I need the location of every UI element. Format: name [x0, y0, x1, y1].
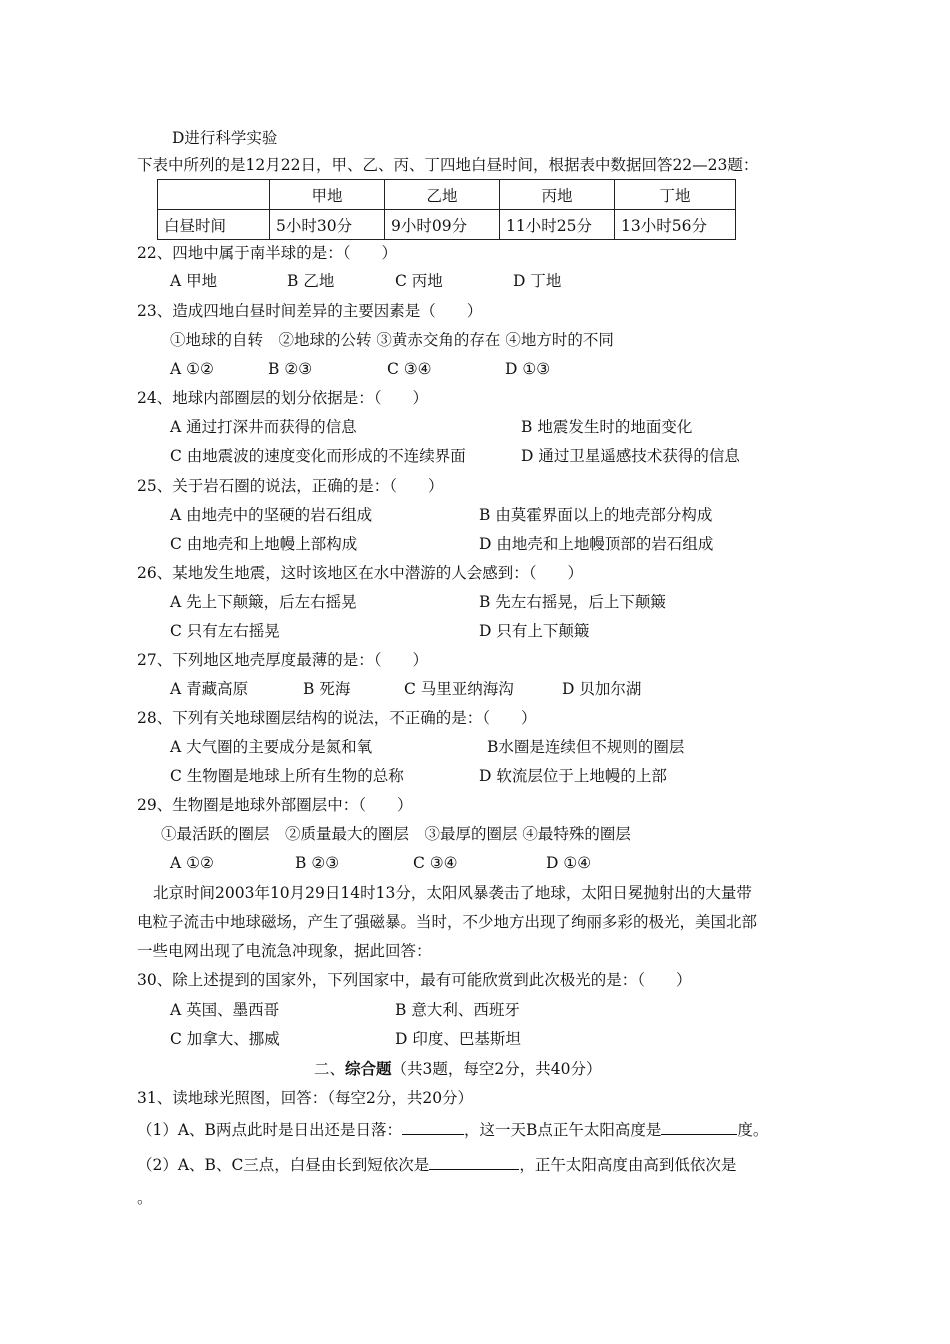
q27-stem: 27、下列地区地壳厚度最薄的是：（ ） [137, 651, 428, 669]
q30-option-c: C 加拿大、挪威 [170, 1030, 280, 1048]
q22-option-d: D 丁地 [513, 272, 562, 290]
table-row-label: 白昼时间 [158, 210, 270, 240]
q28-option-d: D 软流层位于上地幔的上部 [479, 767, 667, 785]
q31-stem: 31、读地球光照图，回答：（每空2分，共20分） [137, 1089, 474, 1107]
q27-option-b: B 死海 [303, 680, 351, 698]
passage-line: 电粒子流击中地球磁场，产生了强磁暴。当时，不少地方出现了绚丽多彩的极光，美国北部 [137, 913, 758, 931]
q22-option-c: C 丙地 [395, 272, 443, 290]
q24-option-d: D 通过卫星遥感技术获得的信息 [521, 447, 740, 465]
q30-option-d: D 印度、巴基斯坦 [395, 1030, 521, 1048]
q29-option-b: B ②③ [295, 854, 340, 872]
q25-option-a: A 由地壳中的坚硬的岩石组成 [170, 506, 373, 524]
q22-stem: 22、四地中属于南半球的是：（ ） [137, 244, 397, 262]
q29-option-a: A ①② [170, 854, 214, 872]
q31-part1-text: ，这一天B点正午太阳高度是 [463, 1121, 662, 1139]
q25-option-c: C 由地壳和上地幔上部构成 [170, 535, 358, 553]
passage-line: 北京时间2003年10月29日14时13分，太阳风暴袭击了地球，太阳日冕抛射出的大量带 [153, 884, 752, 902]
q26-option-d: D 只有上下颠簸 [479, 622, 590, 640]
q26-option-a: A 先上下颠簸，后左右摇晃 [170, 593, 357, 611]
q24-option-c: C 由地震波的速度变化而形成的不连续界面 [170, 447, 466, 465]
table-header-cell: 丙地 [500, 180, 615, 210]
table-cell: 11小时25分 [500, 210, 615, 240]
q29-stem: 29、生物圈是地球外部圈层中：（ ） [137, 796, 413, 814]
table-cell: 13小时56分 [615, 210, 736, 240]
section-title: 综合题 [345, 1059, 392, 1078]
table-cell: 5小时30分 [270, 210, 385, 240]
section-heading [314, 1059, 601, 1079]
q28-stem: 28、下列有关地球圈层结构的说法，不正确的是：（ ） [137, 709, 537, 727]
q31-part1 [137, 1118, 768, 1140]
q24-option-b: B 地震发生时的地面变化 [521, 418, 693, 436]
q23-option-d: D ①③ [505, 360, 551, 378]
q28-option-a: A 大气圈的主要成分是氮和氧 [170, 738, 373, 756]
q25-option-d: D 由地壳和上地幔顶部的岩石组成 [479, 535, 714, 553]
q24-stem: 24、地球内部圈层的划分依据是：（ ） [137, 389, 428, 407]
q23-option-b: B ②③ [268, 360, 313, 378]
q31-part1-text: 度。 [737, 1121, 769, 1139]
q31-part2-text: ，正午太阳高度由高到低依次是 [519, 1156, 737, 1174]
table-header-row [158, 180, 736, 210]
passage-line: 一些电网出现了电流急冲现象，据此回答： [137, 942, 432, 960]
q31-part2-text: （2）A、B、C三点，白昼由长到短依次是 [137, 1156, 430, 1174]
answer-blank[interactable] [429, 1153, 519, 1170]
q28-option-b: B水圈是连续但不规则的圈层 [487, 738, 685, 756]
q25-option-b: B 由莫霍界面以上的地壳部分构成 [479, 506, 713, 524]
table-cell: 9小时09分 [385, 210, 500, 240]
table-row [158, 210, 736, 240]
q28-option-c: C 生物圈是地球上所有生物的总称 [170, 767, 404, 785]
q26-option-b: B 先左右摇晃，后上下颠簸 [479, 593, 666, 611]
q27-option-c: C 马里亚纳海沟 [404, 680, 514, 698]
q23-option-a: A ①② [170, 360, 214, 378]
section-scoring: （共3题，每空2分，共40分） [391, 1060, 602, 1078]
q25-stem: 25、关于岩石圈的说法，正确的是：（ ） [137, 477, 444, 495]
section-number: 二、 [314, 1060, 346, 1078]
q29-option-c: C ③④ [413, 854, 458, 872]
q24-option-a: A 通过打深井而获得的信息 [170, 418, 357, 436]
q22-option-b: B 乙地 [287, 272, 335, 290]
q27-option-a: A 青藏高原 [170, 680, 249, 698]
q23-stem: 23、造成四地白昼时间差异的主要因素是（ ） [137, 302, 483, 320]
q30-option-b: B 意大利、西班牙 [395, 1001, 520, 1019]
answer-blank[interactable] [661, 1118, 737, 1135]
q30-option-a: A 英国、墨西哥 [170, 1001, 280, 1019]
end-mark: 。 [137, 1189, 153, 1207]
q31-part2 [137, 1153, 736, 1175]
daylight-table [157, 179, 736, 240]
q23-option-c: C ③④ [387, 360, 432, 378]
q26-stem: 26、某地发生地震，这时该地区在水中潜游的人会感到：（ ） [137, 564, 583, 582]
q30-stem: 30、除上述提到的国家外，下列国家中，最有可能欣赏到此次极光的是：（ ） [137, 971, 692, 989]
answer-blank[interactable] [402, 1118, 464, 1135]
table-header-cell: 甲地 [270, 180, 385, 210]
table-intro: 下表中所列的是12月22日，甲、乙、丙、丁四地白昼时间，根据表中数据回答22—23题： [137, 156, 759, 174]
q21-option-d: D进行科学实验 [172, 129, 278, 147]
table-header-cell [158, 180, 270, 210]
table-header-cell: 丁地 [615, 180, 736, 210]
q22-option-a: A 甲地 [170, 272, 218, 290]
q26-option-c: C 只有左右摇晃 [170, 622, 280, 640]
q27-option-d: D 贝加尔湖 [562, 680, 642, 698]
table-header-cell: 乙地 [385, 180, 500, 210]
q23-items: ①地球的自转 ②地球的公转 ③黄赤交角的存在 ④地方时的不同 [170, 331, 614, 349]
q31-part1-text: （1）A、B两点此时是日出还是日落： [137, 1121, 402, 1139]
q29-items: ①最活跃的圈层 ②质量最大的圈层 ③最厚的圈层 ④最特殊的圈层 [161, 825, 631, 843]
q29-option-d: D ①④ [546, 854, 592, 872]
